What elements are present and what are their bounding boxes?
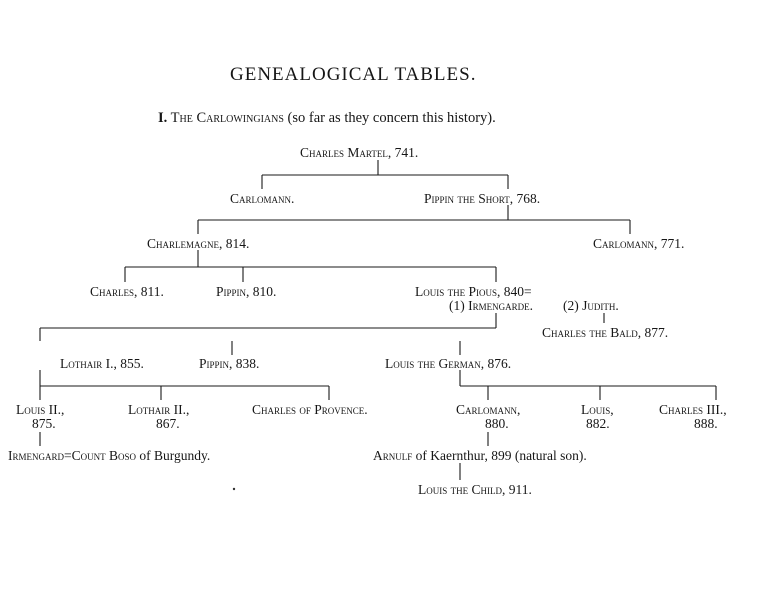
arnulf: Arnulf xyxy=(373,448,413,463)
carlomann-880-name: Carlomann, xyxy=(456,402,521,417)
lothair-ii-year: 867. xyxy=(156,416,180,431)
stray-mark xyxy=(233,488,235,490)
charles-iii-name: Charles III., xyxy=(659,402,727,417)
pippin-838: Pippin, 838. xyxy=(199,356,260,371)
section-note: (so far as they concern this history). xyxy=(287,110,496,126)
louis-the-pious: Louis the Pious, 840= xyxy=(415,284,532,299)
louis-882-name: Louis, xyxy=(581,402,614,417)
section-heading xyxy=(158,110,496,126)
wife-judith: (2) Judith. xyxy=(563,298,619,313)
of-burgundy: of Burgundy. xyxy=(139,448,211,463)
louis-the-german: Louis the German, 876. xyxy=(385,356,512,371)
irmengard: Irmengard xyxy=(8,448,64,463)
louis-ii-name: Louis II., xyxy=(16,402,65,417)
pippin-the-short: Pippin the Short, 768. xyxy=(424,191,541,206)
carlomann-elder: Carlomann. xyxy=(230,191,295,206)
charlemagne: Charlemagne, 814. xyxy=(147,236,250,251)
page-title: GENEALOGICAL TABLES. xyxy=(230,64,477,85)
pippin-810: Pippin, 810. xyxy=(216,284,277,299)
arnulf-line xyxy=(373,448,587,464)
louis-ii-year: 875. xyxy=(32,416,56,431)
charles-the-bald: Charles the Bald, 877. xyxy=(542,325,669,340)
wife-irmengarde: (1) Irmengarde. xyxy=(449,298,533,313)
louis-the-child: Louis the Child, 911. xyxy=(418,482,532,497)
section-number: I. xyxy=(158,110,168,126)
carlomann-771: Carlomann, 771. xyxy=(593,236,685,251)
charles-iii-year: 888. xyxy=(694,416,718,431)
lothair-i: Lothair I., 855. xyxy=(60,356,144,371)
carlomann-880-year: 880. xyxy=(485,416,509,431)
section-name: The Carlowingians xyxy=(170,110,284,126)
louis-882-year: 882. xyxy=(586,416,610,431)
charles-811: Charles, 811. xyxy=(90,284,164,299)
irmengard-line xyxy=(8,448,210,464)
lothair-ii-name: Lothair II., xyxy=(128,402,190,417)
charles-martel: Charles Martel, 741. xyxy=(300,145,419,160)
charles-of-provence: Charles of Provence. xyxy=(252,402,368,417)
arnulf-detail: of Kaernthur, 899 (natural son). xyxy=(415,448,587,463)
count-boso: =Count Boso xyxy=(64,448,136,463)
